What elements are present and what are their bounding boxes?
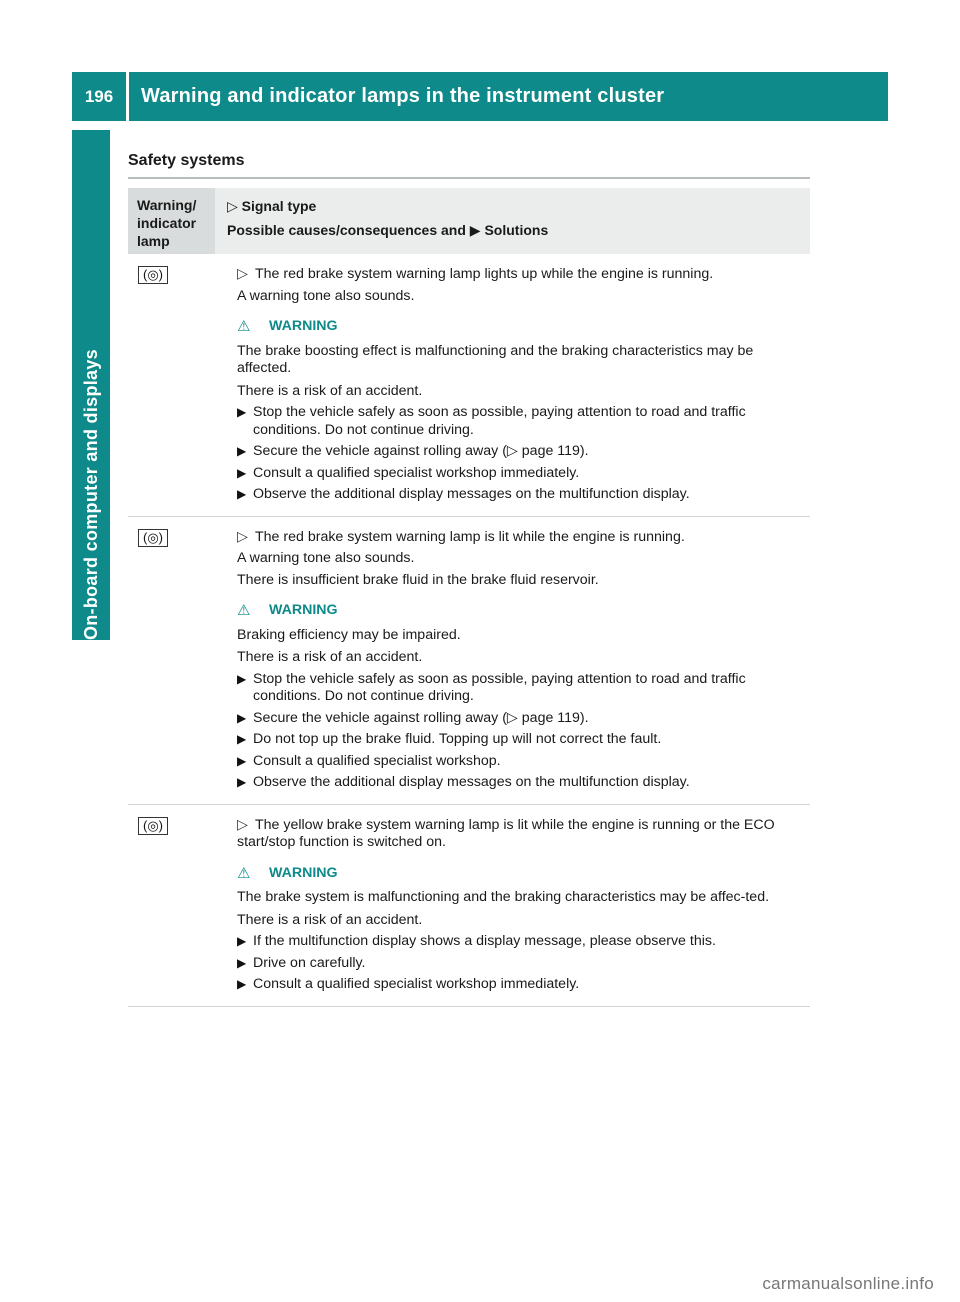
step-arrow-icon: ▶ <box>237 405 247 419</box>
warning-text: The brake boosting effect is malfunctioning and the braking characteristics may be affected. <box>237 342 754 376</box>
solution-step: ▶ Secure the vehicle against rolling away (▷ page 119). <box>237 709 589 726</box>
solution-step: ▶ Observe the additional display messages on the multifunction display. <box>237 774 690 790</box>
signal-type-icon: ▷ <box>237 266 248 282</box>
header-title: Warning and indicator lamps in the instrument cluster <box>129 72 888 121</box>
watermark-logo: carmanualsonline.info <box>762 1274 934 1293</box>
signal-text: ▷ The red brake system warning lamp is lit while the engine is running. <box>237 528 685 545</box>
step-arrow-icon: ▶ <box>237 444 247 458</box>
warning-text: There is a risk of an accident. <box>237 382 423 399</box>
signal-text: ▷ The yellow brake system warning lamp is lit while the engine is running or the ECO start/stop function is switched on. <box>237 816 775 850</box>
brake-warning-lamp-icon: (◎) <box>138 817 168 835</box>
solution-step: ▶ If the multifunction display shows a display message, please observe this. <box>237 933 716 949</box>
warning-lamp-table <box>128 188 810 1007</box>
side-tab-label: On-board computer and displays <box>80 348 101 640</box>
signal-type-icon: ▷ <box>227 198 242 214</box>
warning-text: There is a risk of an accident. <box>237 911 423 928</box>
section-title: Safety systems <box>128 152 245 169</box>
warning-text: The brake system is malfunctioning and the braking characteristics may be affec-ted. <box>237 889 770 905</box>
col-desc-header <box>215 188 810 254</box>
step-arrow-icon: ▶ <box>237 465 247 480</box>
warning-heading: ⚠ WARNING <box>237 318 338 335</box>
warning-text: There is a risk of an accident. <box>237 649 423 665</box>
step-arrow-icon: ▶ <box>237 934 247 948</box>
col-solutions-label: Solutions <box>484 222 549 238</box>
warning-triangle-icon: ⚠ <box>237 318 251 335</box>
description-line: A warning tone also sounds. <box>237 550 415 566</box>
step-arrow-icon: ▶ <box>237 753 247 768</box>
page-number: 196 <box>72 72 126 121</box>
warning-triangle-icon: ⚠ <box>237 864 251 882</box>
col-causes-label: Possible causes/consequences and <box>227 222 466 238</box>
solution-arrow-icon: ▶ <box>469 222 481 238</box>
step-arrow-icon: ▶ <box>237 775 247 789</box>
description-line: There is insufficient brake fluid in the brake fluid reservoir. <box>237 571 599 588</box>
signal-text: ▷ The red brake system warning lamp lights up while the engine is running. <box>237 266 714 282</box>
warning-text: Braking efficiency may be impaired. <box>237 626 461 643</box>
signal-type-icon: ▷ <box>237 528 248 545</box>
table-header <box>128 188 810 254</box>
table-body <box>128 254 810 1007</box>
step-arrow-icon: ▶ <box>237 487 247 501</box>
step-arrow-icon: ▶ <box>237 710 247 725</box>
step-arrow-icon: ▶ <box>237 671 247 686</box>
solution-step: ▶ Stop the vehicle safely as soon as possible, paying attention to road and traffic conditions. Do not continue driving. <box>237 404 746 438</box>
brake-warning-lamp-icon: (◎) <box>138 529 168 547</box>
solution-step: ▶ Secure the vehicle against rolling away (▷ page 119). <box>237 443 589 459</box>
warning-triangle-icon: ⚠ <box>237 602 251 619</box>
solution-step: ▶ Consult a qualified specialist workshop. <box>237 752 501 769</box>
col-signal-label: Signal type <box>241 198 317 214</box>
brake-warning-lamp-icon: (◎) <box>138 266 168 284</box>
col-lamp-header: Warning/ indicator lamp <box>128 188 215 254</box>
warning-heading: ⚠ WARNING <box>237 602 338 619</box>
section-divider <box>128 177 810 179</box>
solution-step: ▶ Do not top up the brake fluid. Topping up will not correct the fault. <box>237 731 662 747</box>
table-row <box>128 517 810 805</box>
step-arrow-icon: ▶ <box>237 732 247 746</box>
solution-step: ▶ Drive on carefully. <box>237 954 366 971</box>
step-arrow-icon: ▶ <box>237 955 247 970</box>
table-row <box>128 254 810 517</box>
table-row <box>128 805 810 1007</box>
signal-type-icon: ▷ <box>237 816 248 833</box>
solution-step: ▶ Consult a qualified specialist workshop immediately. <box>237 464 580 481</box>
solution-step: ▶ Observe the additional display messages on the multifunction display. <box>237 486 690 502</box>
step-arrow-icon: ▶ <box>237 977 247 991</box>
page-header <box>72 72 888 121</box>
solution-step: ▶ Consult a qualified specialist workshop immediately. <box>237 976 580 992</box>
description-line: A warning tone also sounds. <box>237 287 415 304</box>
warning-heading: ⚠ WARNING <box>237 864 338 882</box>
solution-step: ▶ Stop the vehicle safely as soon as possible, paying attention to road and traffic conditions. Do not continue driving. <box>237 670 746 704</box>
